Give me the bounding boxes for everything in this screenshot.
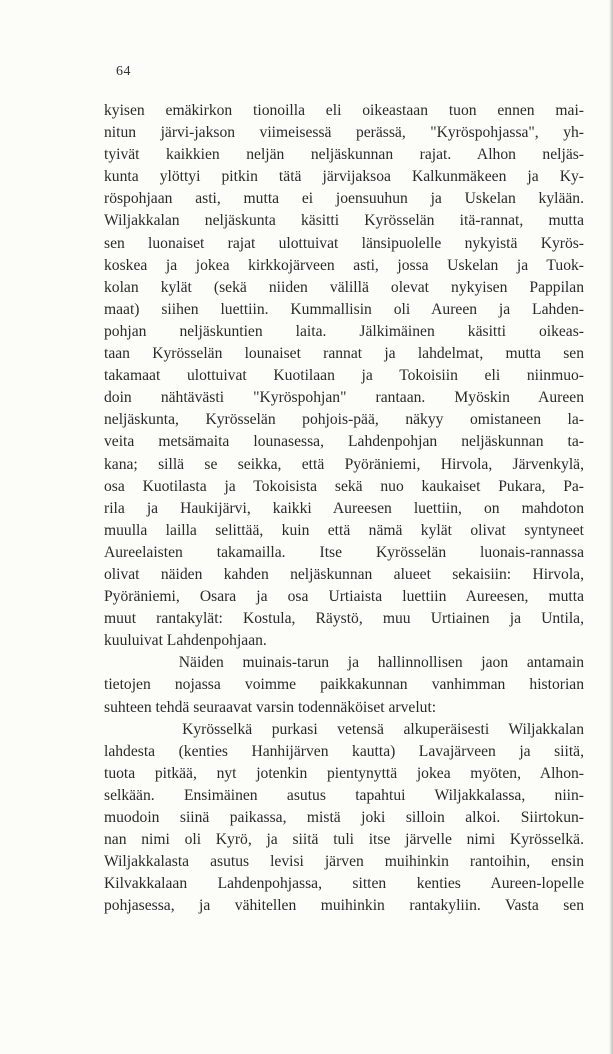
text-line: osa Kuotilasta ja Tokoisista sekä nuo kaukaiset Pukara, Pa- [104,477,584,495]
text-line: tietojen nojassa voimme paikkakunnan vanhimman historian [104,676,584,694]
text-line: muulla lailla selittää, kuin että nämä kylät olivat syntyneet [104,521,584,539]
page-edge-shadow [609,0,613,1054]
text-line: Kyrösselkä purkasi vetensä alkuperäisesti Wiljakkalan [104,720,584,738]
text-line: Wiljakkalasta asutus levisi järven muihinkin rantoihin, ensin [104,853,584,871]
text-line: neljäskunta, Kyrösselän pohjois-pää, näkyy omistaneen la- [104,411,584,429]
body-text [104,100,584,917]
text-line: kyisen emäkirkon tionoilla eli oikeastaan tuon ennen mai- [104,102,584,119]
text-line: Näiden muinais-tarun ja hallinnollisen jaon antamain [104,654,584,672]
text-line: muut rantakylät: Kostula, Räystö, muu Urtiainen ja Untila, [104,610,584,628]
text-line: veita metsämaita lounasessa, Lahdenpohjan neljäskunnan ta- [104,433,584,451]
text-line: muodoin siinä paikassa, mistä joki silloin alkoi. Siirtokun- [104,809,584,826]
text-line: maat) siihen luettiin. Kummallisin oli Aureen ja Lahden- [104,300,584,318]
text-line: röspohjaan asti, mutta ei joensuuhun ja Uskelan kylään. [104,190,584,208]
text-line: pohjan neljäskuntien laita. Jälkimäinen käsitti oikeas- [104,322,584,340]
text-line: tuota pitkää, nyt jotenkin pientynyttä jokea myöten, Alhon- [104,764,584,782]
text-line: koskea ja jokea kirkkojärveen asti, jossa Uskelan ja Tuok- [104,256,584,274]
text-line: kana; sillä se seikka, että Pyöräniemi, Hirvola, Järvenkylä, [104,455,584,473]
text-line: Aureelaisten takamailla. Itse Kyrösselän luonais-rannassa [104,543,584,561]
text-line: Wiljakkalan neljäskunta käsitti Kyrösselän itä-rannat, mutta [104,212,584,230]
text-line: kolan kylät (sekä niiden välillä olevat nykyisen Pappilan [104,278,584,296]
text-line: olivat näiden kahden neljäskunnan alueet sekaisiin: Hirvola, [104,565,584,583]
text-line: rila ja Haukijärvi, kaikki Aureesen luettiin, on mahdoton [104,499,584,517]
text-line: selkään. Ensimäinen asutus tapahtui Wiljakkalassa, niin- [104,786,584,804]
text-line: sen luonaiset rajat ulottuivat länsipuolelle nykyistä Kyrös- [104,234,584,252]
text-line: pohjasessa, ja vähitellen muihinkin rantakyliin. Vasta sen [104,897,584,915]
text-line: suhteen tehdä seuraavat varsin todennäköiset arvelut: [104,698,437,716]
text-line: kuuluivat Lahdenpohjaan. [104,632,267,650]
text-line: doin nähtävästi "Kyröspohjan" rantaan. Myöskin Aureen [104,389,584,407]
text-line: kunta ylöttyi pitkin tätä järvijaksoa Kalkunmäkeen ja Ky- [104,168,584,186]
text-line: takamaat ulottuivat Kuotilaan ja Tokoisiin eli niinmuo- [104,367,584,385]
text-line: nan nimi oli Kyrö, ja siitä tuli itse järvelle nimi Kyrösselkä. [104,831,584,849]
page-number: 64 [116,64,131,79]
text-line: tyivät kaikkien neljän neljäskunnan rajat. Alhon neljäs- [104,146,584,164]
text-line: taan Kyrösselän lounaiset rannat ja lahdelmat, mutta sen [104,345,584,363]
text-line: Kilvakkalaan Lahdenpohjassa, sitten kenties Aureen-lopelle [104,875,584,893]
text-line: nitun järvi-jakson viimeisessä perässä, "Kyröspohjassa", yh- [104,124,584,142]
text-line: lahdesta (kenties Hanhijärven kautta) Lavajärveen ja siitä, [104,742,584,760]
text-line: Pyöräniemi, Osara ja osa Urtiaista luettiin Aureesen, mutta [104,588,584,606]
